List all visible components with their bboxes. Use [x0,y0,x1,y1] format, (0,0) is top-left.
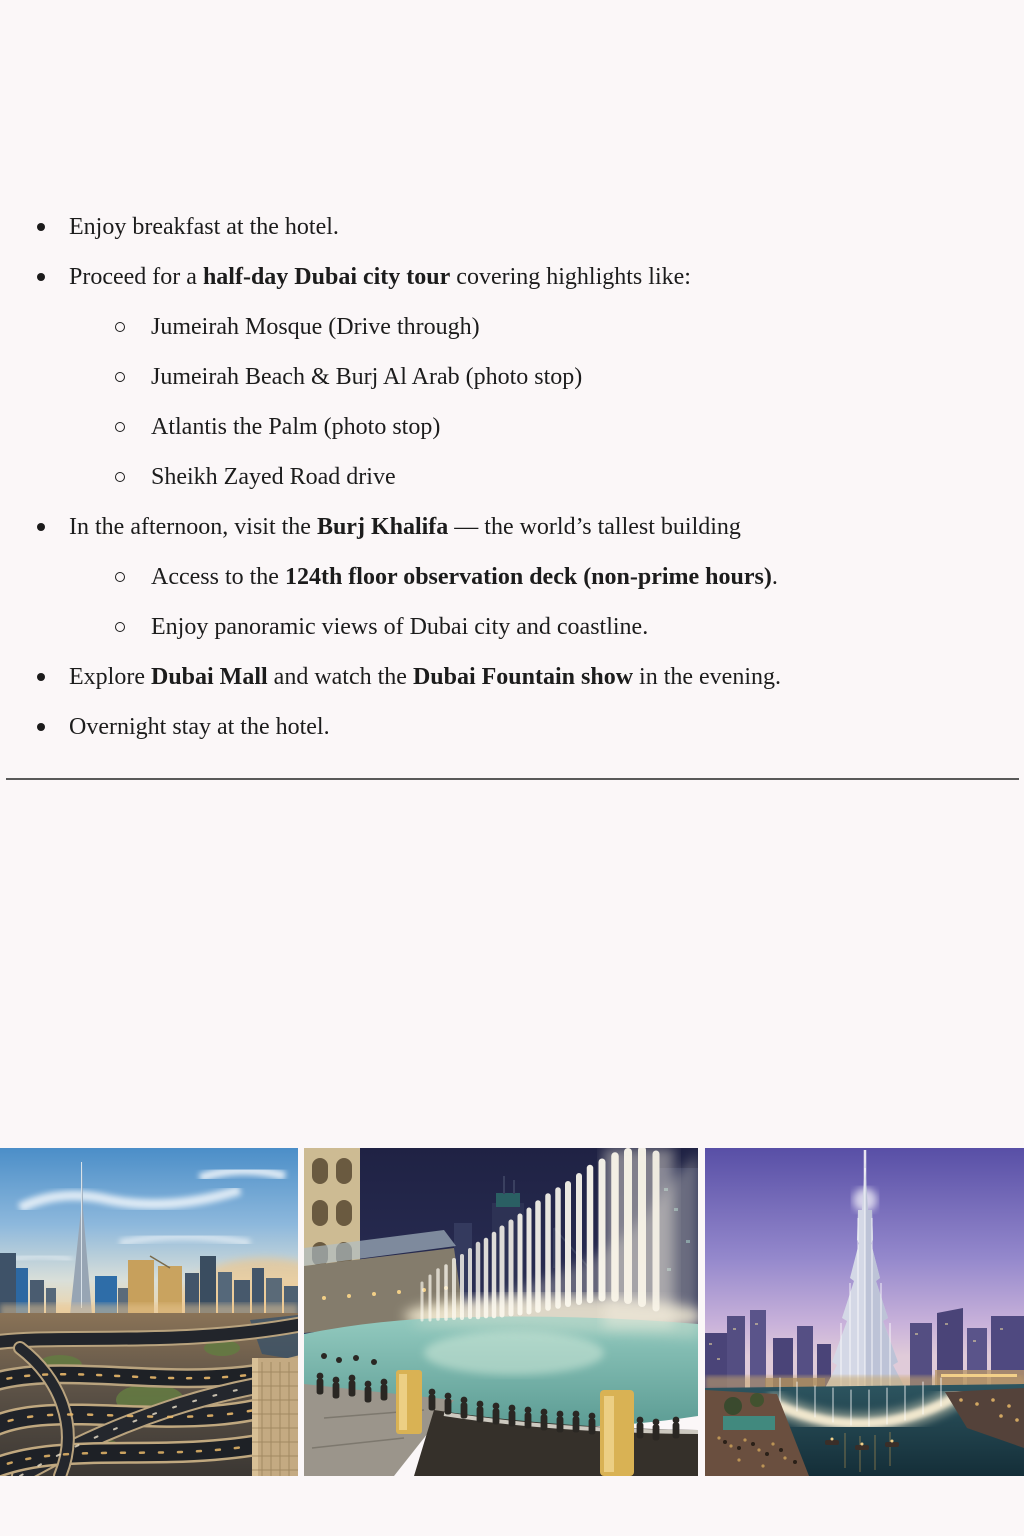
bullet-circle [115,472,125,482]
bullet-text: Jumeirah Beach & Burj Al Arab (photo stop) [151,364,583,390]
bullet-circle [115,372,125,382]
bullet-circle [115,422,125,432]
bullet-text: Overnight stay at the hotel. [69,714,330,740]
bullet-text: Enjoy panoramic views of Dubai city and coastline. [151,614,649,640]
bullet-dot [37,523,45,531]
photo-dubai-skyline-highway [0,1148,298,1476]
sub-bullet-item [0,412,1024,442]
roadside-building [252,1358,298,1476]
photo-burj-khalifa-dusk [705,1148,1024,1476]
bullet-circle [115,322,125,332]
bullet-item [0,262,1024,292]
bullet-text: Atlantis the Palm (photo stop) [151,414,441,440]
sub-bullet-item [0,362,1024,392]
bullet-dot [37,723,45,731]
photo-strip [0,1148,1024,1476]
sub-bullet-item [0,312,1024,342]
bullet-dot [37,673,45,681]
bullet-item [0,712,1024,742]
bullet-text: Enjoy breakfast at the hotel. [69,214,339,240]
bullet-item [0,212,1024,242]
photo-dubai-fountain-show [304,1148,698,1476]
bullet-text: Access to the 124th floor observation deck (non-prime hours). [151,564,778,590]
bullet-circle [115,572,125,582]
bullet-dot [37,223,45,231]
bullet-text: Explore Dubai Mall and watch the Dubai Fountain show in the evening. [69,664,781,690]
bullet-text: Jumeirah Mosque (Drive through) [151,314,480,340]
bullet-text: Proceed for a half-day Dubai city tour covering highlights like: [69,264,691,290]
bullet-circle [115,622,125,632]
bullet-text: Sheikh Zayed Road drive [151,464,396,490]
bullet-dot [37,273,45,281]
bullet-item [0,662,1024,692]
bullet-item [0,512,1024,542]
sub-bullet-item [0,462,1024,492]
section-divider [6,778,1019,780]
bullet-text: In the afternoon, visit the Burj Khalifa — the world’s tallest building [69,514,741,540]
itinerary-list [0,212,1024,762]
sub-bullet-item [0,562,1024,592]
sub-bullet-item [0,612,1024,642]
